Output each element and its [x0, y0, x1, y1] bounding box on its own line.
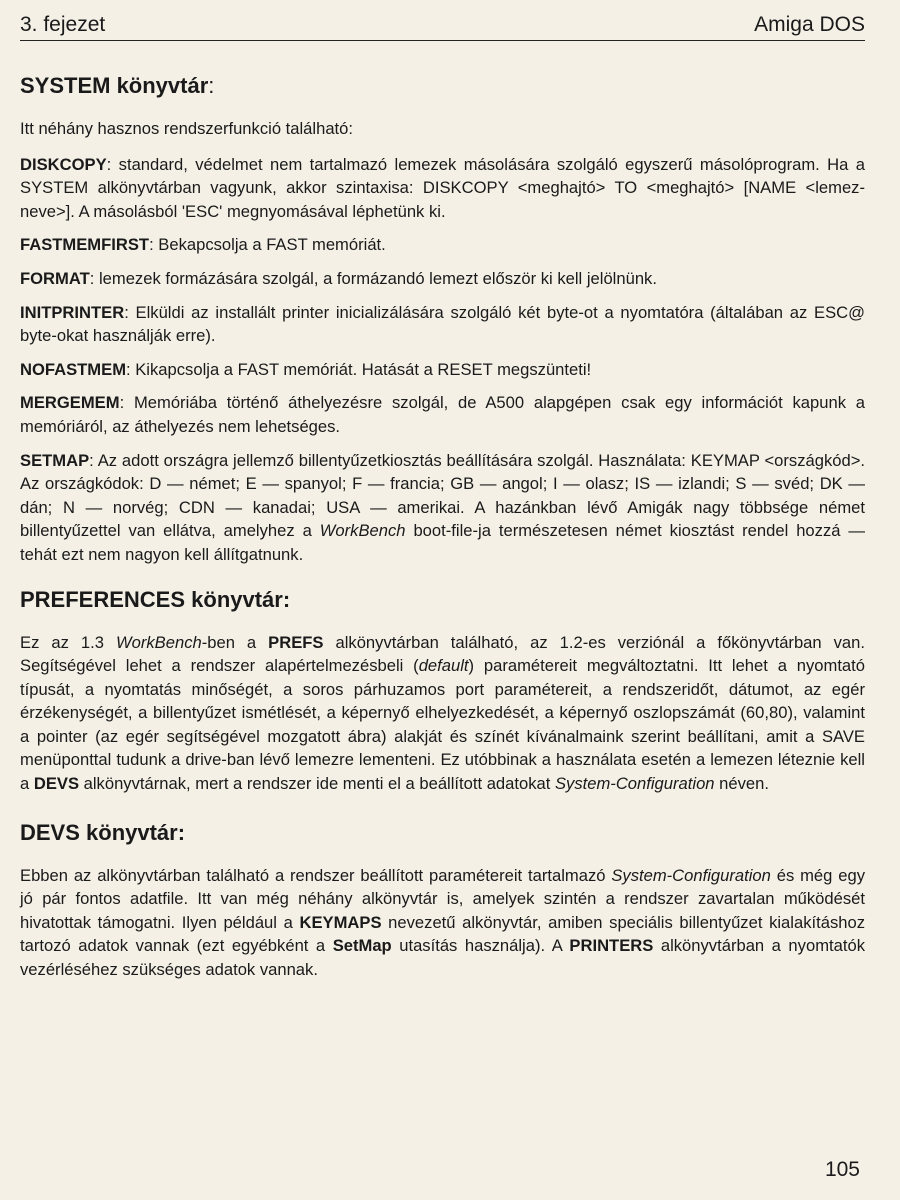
preferences-heading: PREFERENCES könyvtár: — [20, 586, 291, 612]
entry-initprinter: INITPRINTER: Elküldi az installált printer inicializálására szolgáló két byte-ot a nyomtatóra (általában az ESC@ byte-okat használják erre). — [20, 302, 865, 346]
page-number: 105 — [824, 1158, 860, 1181]
book-page — [20, 12, 865, 992]
entry-fastmemfirst: FASTMEMFIRST: Bekapcsolja a FAST memóriát. — [20, 235, 386, 255]
preferences-body: Ez az 1.3 WorkBench-ben a PREFS alkönyvtárban található, az 1.2-es verziónál a főkönyvtárban van. Segítségével lehet a rendszer alapértelmezésbeli (default) paramétereit megváltoztatni. Itt lehet a nyomtató típusát, a nyomtatás minőségét, a soros párhuzamos port paramétereit, a rendszeridőt, dátumot, az egér érzékenységét, a billentyűzet ismétlését, a képernyő elhelyezkedését, a képernyő oszlopszámát (60,80), valamint a pointer (az egér segítségével mozgatott ábra) alakját és színét kívánalmaink szerint beállítani, amit a SAVE menüponttal tudunk a drive-ban lévő lemezre lementeni. Ez utóbbinak a használata esetén a lemezen léteznie kell a DEVS alkönyvtárnak, mert a rendszer ide menti el a beállított adatokat System-Configuration néven. — [20, 632, 865, 794]
devs-body: Ebben az alkönyvtárban található a rendszer beállított paramétereit tartalmazó System-Configuration és még egy jó pár fontos adatfile. Itt van még néhány alkönyvtár is, amelyek szintén a rendszer zavartalan működését hivatottak támogatni. Ilyen például a KEYMAPS nevezetű alkönyvtár, amiben speciális billentyűzet kialakításhoz tartozó adatok vannak (ezt egyébként a SetMap utasítás használja). A PRINTERS alkönyvtárban a nyomtatók vezérléséhez szükséges adatok vannak. — [20, 865, 865, 980]
entry-mergemem: MERGEMEM: Memóriába történő áthelyezésre szolgál, de A500 alapgépen csak egy információt kapunk a memóriáról, az áthelyezés nem lehetséges. — [20, 393, 865, 436]
entry-setmap: SETMAP: Az adott országra jellemző billentyűzetkiosztás beállítására szolgál. Használata: KEYMAP <országkód>. Az országkódok: D — német; E — spanyol; F — francia; GB — angol; I — olasz; IS — izlandi; S — svéd; DK — dán; N — norvég; CDN — kanadai; USA — amerikai. A hazánkban lévő Amigák nagy többsége német billentyűzettel van ellátva, amelyhez a WorkBench boot-file-ja természetesen német kiosztást rendel hozzá — tehát ezt nem nagyon kell állítgatnunk. — [20, 450, 865, 564]
running-header — [20, 12, 865, 41]
chapter-label: 3. fejezet — [20, 13, 106, 36]
devs-heading: DEVS könyvtár: — [20, 819, 186, 845]
system-intro: Itt néhány hasznos rendszerfunkció található: — [20, 119, 354, 138]
entry-diskcopy: DISKCOPY: standard, védelmet nem tartalmazó lemezek másolására szolgáló egyszerű másolóprogram. Ha a SYSTEM alkönyvtárban vagyunk, akkor szintaxisa: DISKCOPY <meghajtó> TO <meghajtó> [NAME <lemez-neve>]. A másolásból 'ESC' megnyomásával léphetünk ki. — [20, 154, 865, 221]
entry-format: FORMAT: lemezek formázására szolgál, a formázandó lemezt először ki kell jelölnünk. — [20, 268, 657, 288]
book-title: Amiga DOS — [754, 13, 865, 36]
system-heading: SYSTEM könyvtár: — [20, 73, 215, 98]
entry-nofastmem: NOFASTMEM: Kikapcsolja a FAST memóriát. Hatását a RESET megszünteti! — [20, 359, 592, 379]
